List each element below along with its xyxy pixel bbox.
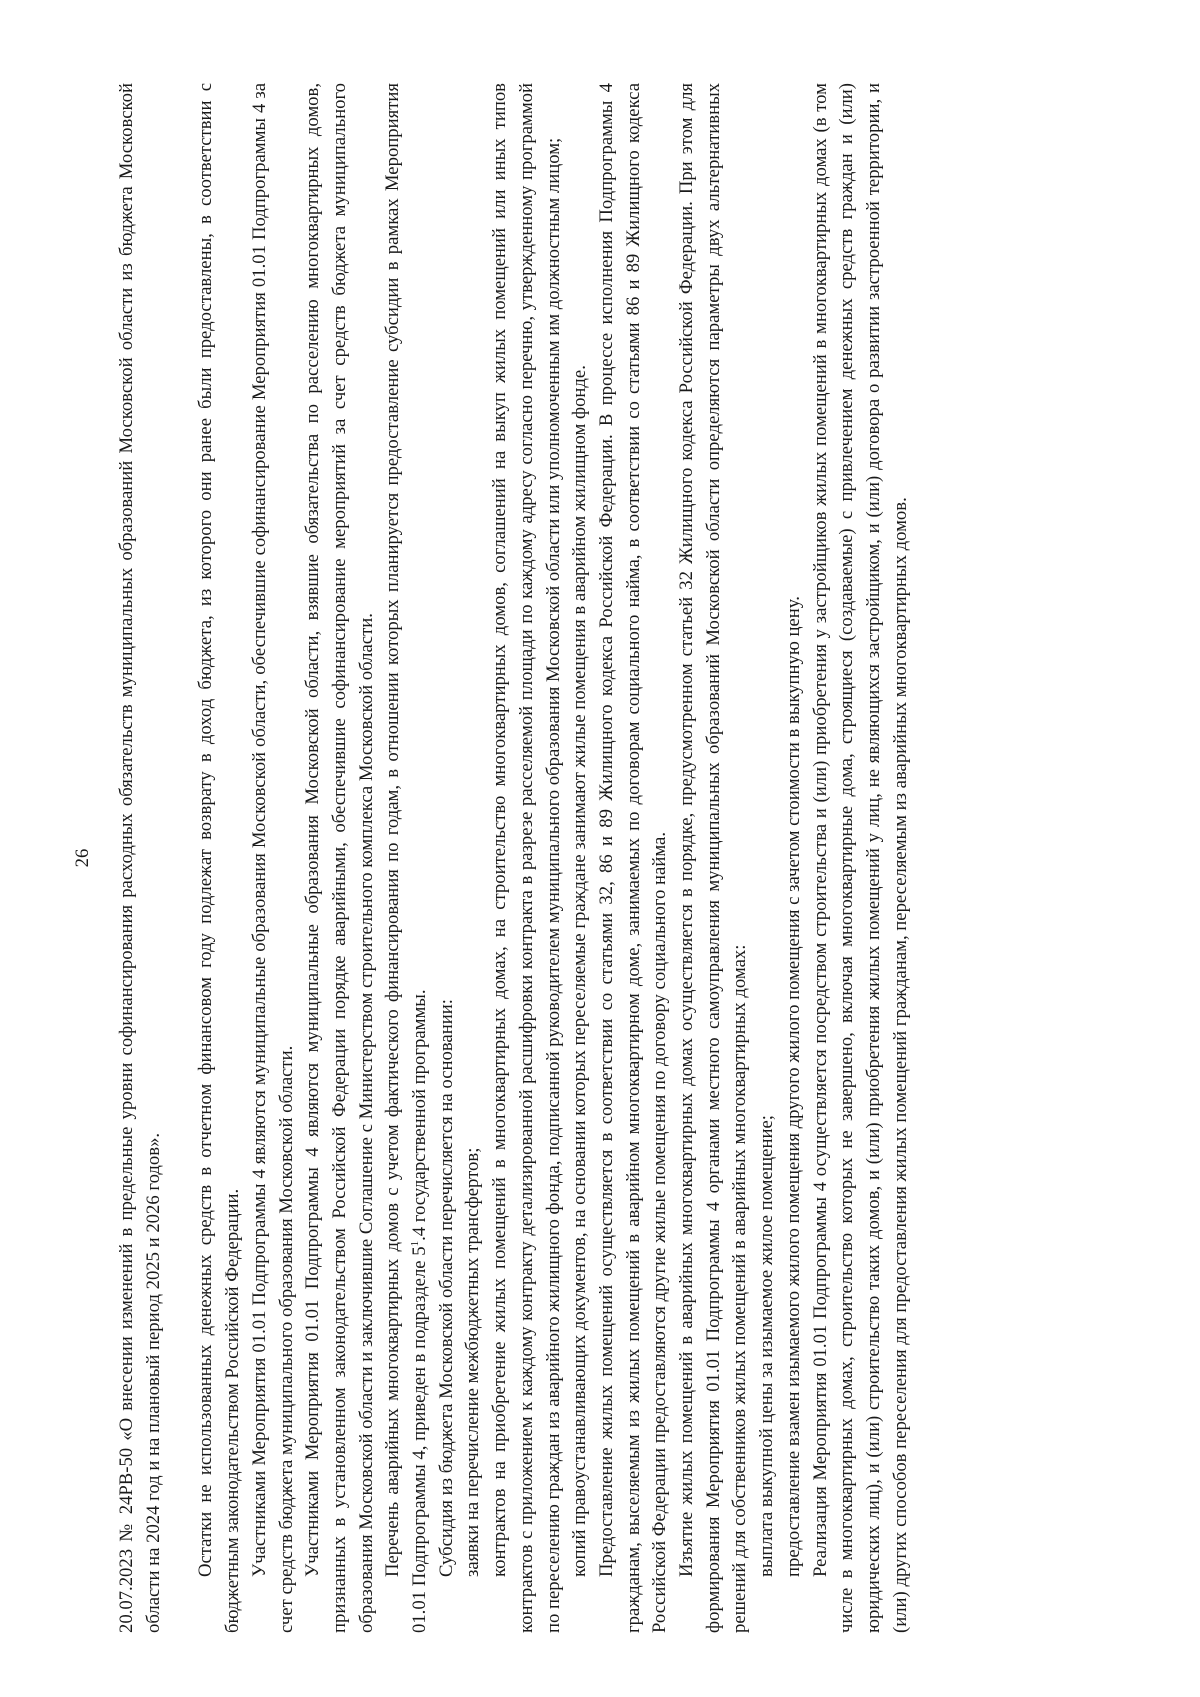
paragraph-9: Предоставление жилых помещений осуществляется в соответствии со статьями 32, 86 и 89 Жилищного кодекса Российской Федерации. В процессе исполнения Подпрограммы 4 гражданам, выселяемым из жилых помещений в аварийном многоквартирном доме, занимаемых по договорам социального найма, в соответствии со статьями 86 и 89 Жилищного кодекса Российской Федерации предоставляются другие жилые помещения по договору социального найма. [595, 83, 671, 1633]
subsection-superscript: 1 [408, 1240, 421, 1247]
paragraph-4-suffix: .4 государственной программы. [409, 989, 431, 1241]
paragraph-3: Участниками Мероприятия 01.01 Подпрограммы 4 являются муниципальные образования Московской области, взявшие обязательства по расселению многоквартирных домов, признанных в установленном законодательством Российской Федерации порядке аварийными, обеспечившие софинансирование мероприятий за счет средств бюджета муниципального образования Московской области и заключившие Соглашение с Министерством строительного комплекса Московской области. [302, 83, 377, 1633]
document-body [114, 83, 914, 1633]
paragraph-2: Участниками Мероприятия 01.01 Подпрограммы 4 являются муниципальные образования Московской области, обеспечившие софинансирование Мероприятия 01.01 Подпрограммы 4 за счет средств бюджета муниципального образования Московской области. [248, 83, 297, 1633]
paragraph-13: Реализация Мероприятия 01.01 Подпрограммы 4 осуществляется посредством строительства и (или) приобретения у застройщиков жилых помещений в многоквартирных домах (в том числе в многоквартирных домах, строительство которых не завершено, включая многоквартирные дома, строящиеся (создаваемые) с привлечением денежных средств граждан и (или) юридических лиц), и (или) строительство таких домов, и (или) приобретения жилых помещений у лиц, не являющихся застройщиком, и (или) договора о развитии застроенной территории, и (или) других способов переселения для предоставления жилых помещений гражданам, переселяемым из аварийных многоквартирных домов. [809, 83, 911, 1633]
paragraph-11: выплата выкупной цены за изымаемое жилое помещение; [756, 1115, 778, 1577]
paragraph-12: предоставление взамен изымаемого жилого помещения другого жилого помещения с зачетом стоимости в выкупную цену. [782, 596, 804, 1577]
paragraph-4-text: Перечень аварийных многоквартирных домов с учетом фактического финансирования по годам, в отношении которых планируется предоставление субсидии в рамках Мероприятия 01.01 Подпрограммы 4, приведен в подразделе 5 [382, 83, 431, 1633]
paragraph-7: контрактов на приобретение жилых помещений в многоквартирных домах, на строительство многоквартирных домов, соглашений на выкуп жилых помещений или иных типов контрактов с приложением к каждому контракту детализированной расшифровки контракта в разрезе расселяемой площади по каждому адресу согласно перечню, утвержденному программой по переселению граждан из аварийного жилищного фонда, подписанной руководителем муниципального образования Московской области или уполномоченным им должностным лицом; [489, 83, 564, 1633]
paragraph-5: Субсидия из бюджета Московской области перечисляется на основании: [435, 999, 457, 1577]
paragraph-1: Остатки не использованных денежных средств в отчетном финансовом году подлежат возврату в доход бюджета, из которого они ранее были предоставлены, в соответствии с бюджетным законодательством Российской Федерации. [195, 83, 244, 1633]
header-text: 20.07.2023 № 24РВ-50 «О внесении изменений в предельные уровни софинансирования расходных обязательств муниципальных образований Московской области из бюджета Московской области на 2024 год и на плановый период 2025 и 2026 годов». [116, 83, 164, 1633]
paragraph-10: Изъятие жилых помещений в аварийных многоквартирных домах осуществляется в порядке, предусмотренном статьей 32 Жилищного кодекса Российской Федерации. При этом для формирования Мероприятия 01.01 Подпрограммы 4 органами местного самоуправления муниципальных образований Московской области определяются параметры двух альтернативных решений для собственников жилых помещений в аварийных многоквартирных домах: [676, 83, 751, 1633]
paragraph-8: копий правоустанавливающих документов, на основании которых переселяемые граждане занимают жилые помещения в аварийном жилищном фонде. [569, 365, 591, 1577]
page-number: 26 [72, 848, 93, 868]
paragraph-6: заявки на перечисление межбюджетных трансфертов; [462, 1147, 484, 1577]
paragraph-4 [380, 83, 433, 1633]
rotated-text-block [70, 83, 1130, 1633]
